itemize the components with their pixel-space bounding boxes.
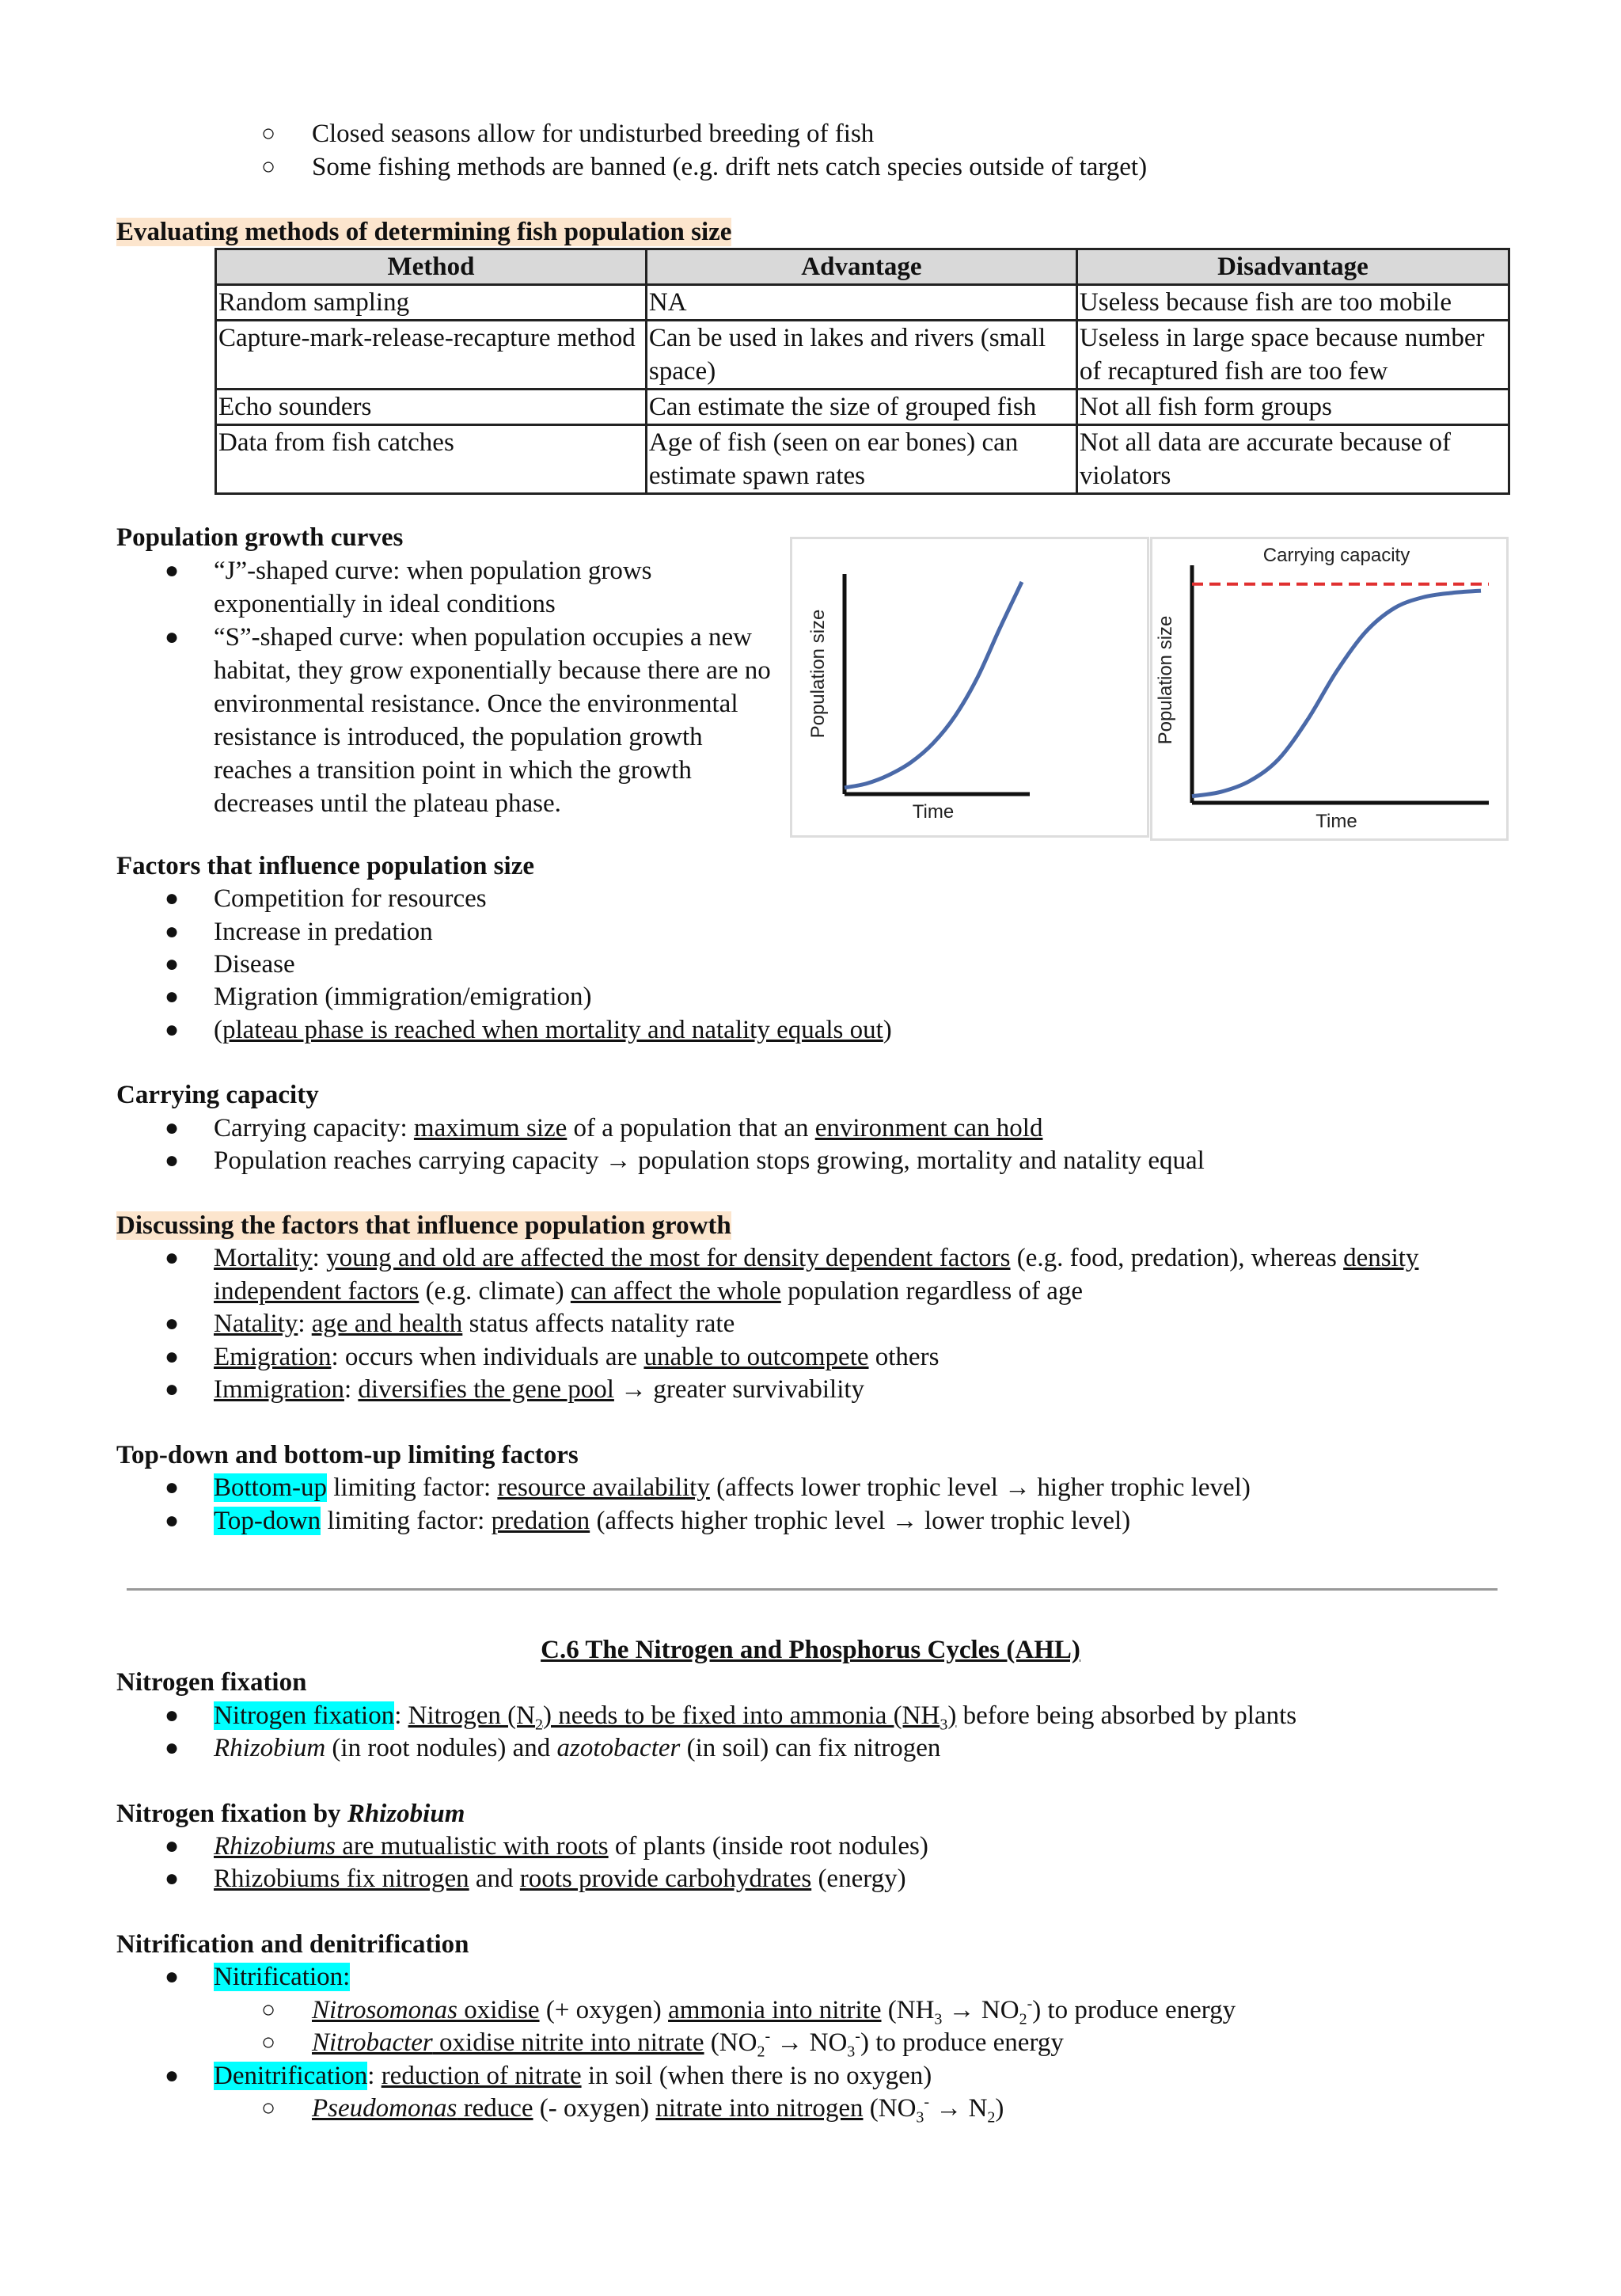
nitrobacter-line: Nitrobacter oxidise nitrite into nitrate $(NO_2^- \to NO_3^-)$ to produce energy	[312, 2028, 1064, 2061]
x-axis-label: Time	[912, 801, 955, 823]
bullet-icon: ●	[165, 557, 180, 584]
discussing-heading: Discussing the factors that influence population growth	[116, 1211, 731, 1240]
table-cell: Capture-mark-release-recapture method	[216, 321, 647, 390]
table-header-row	[216, 249, 1509, 285]
bullet-icon: ●	[165, 1017, 180, 1043]
growth-bullet-2: “S”-shaped curve: when population occupies a new habitat, they grow exponentially because there are no environmental resistance. Once the environmental resistance is introduced, the population growth reaches a transition point in which the growth decreases until the plateau phase.	[214, 623, 771, 818]
nitrification-label: Nitrification:	[214, 1963, 351, 1991]
factor-item: Migration (immigration/emigration)	[214, 983, 592, 1011]
limiting-heading: Top-down and bottom-up limiting factors	[116, 1441, 579, 1469]
bullet-icon: ●	[165, 2062, 180, 2089]
table-cell: Can be used in lakes and rivers (small space)	[646, 321, 1076, 390]
factors-heading: Factors that influence population size	[116, 852, 534, 880]
table-row	[216, 390, 1509, 425]
y-axis-label: Population size	[1155, 615, 1176, 745]
nfix-bullet-2: Rhizobium (in root nodules) and azotobacter (in soil) can fix nitrogen	[214, 1734, 941, 1762]
carrying-heading: Carrying capacity	[116, 1081, 319, 1109]
j-curve-chart	[790, 537, 1149, 838]
table-cell: Echo sounders	[216, 390, 647, 425]
bullet-icon: ●	[165, 918, 180, 945]
nitri-heading: Nitrification and denitrification	[116, 1930, 469, 1959]
fish-heading: Evaluating methods of determining fish population size	[116, 218, 732, 246]
column-header: Method	[216, 249, 647, 285]
carrying-bullet-1: Carrying capacity: maximum size of a population that an environment can hold	[214, 1114, 1043, 1142]
growth-curve	[1192, 591, 1481, 796]
nfix-heading: Nitrogen fixation	[116, 1668, 307, 1697]
bullet-icon: ●	[165, 1963, 180, 1990]
section-divider	[127, 1588, 1498, 1591]
growth-curve	[845, 582, 1022, 788]
factor-item-plateau: (plateau phase is reached when mortality and natality equals out)	[214, 1016, 892, 1044]
rhizo-heading: Nitrogen fixation by Rhizobium	[116, 1800, 465, 1828]
table-row	[216, 425, 1509, 494]
sub-bullet-icon: ○	[261, 120, 276, 146]
chart-title: Carrying capacity	[1262, 545, 1410, 566]
rhizo-bullet-2: Rhizobiums fix nitrogen and roots provide carbohydrates (energy)	[214, 1865, 906, 1893]
bullet-icon: ●	[165, 1702, 180, 1728]
nitrosomonas-line: Nitrosomonas oxidise (+ oxygen) ammonia into nitrite $(NH_3 \to NO_2^-)$ to produce energy	[312, 1995, 1236, 2028]
bullet-icon: ●	[165, 1344, 180, 1370]
y-axis-label: Population size	[807, 609, 829, 739]
mortality-line-1: Mortality: young and old are affected the most for density dependent factors (e.g. food, predation), whereas density	[214, 1244, 1419, 1272]
table-row	[216, 321, 1509, 390]
sub-bullet-icon: ○	[261, 154, 276, 180]
j-curve-svg	[792, 539, 1147, 835]
bullet-icon: ●	[165, 1507, 180, 1534]
s-curve-svg	[1152, 539, 1506, 838]
section-title: C.6 The Nitrogen and Phosphorus Cycles (AHL)	[541, 1636, 1080, 1664]
natality-line: Natality: age and health status affects natality rate	[214, 1310, 735, 1338]
bullet-icon: ●	[165, 1376, 180, 1402]
table-cell: NA	[646, 285, 1076, 321]
table-cell: Not all data are accurate because of violators	[1076, 425, 1509, 494]
bullet-icon: ●	[165, 1310, 180, 1336]
x-axis-label: Time	[1315, 811, 1357, 832]
bottom-up-line: Bottom-up limiting factor: resource availability (affects lower trophic level → higher trophic level)	[214, 1473, 1251, 1502]
table-cell: Can estimate the size of grouped fish	[646, 390, 1076, 425]
growth-bullet-1: “J”-shaped curve: when population grows exponentially in ideal conditions	[214, 557, 652, 618]
fish-methods-table	[214, 248, 1510, 495]
column-header: Disadvantage	[1076, 249, 1509, 285]
column-header: Advantage	[646, 249, 1076, 285]
factor-item: Competition for resources	[214, 884, 487, 913]
factor-item: Increase in predation	[214, 918, 433, 946]
immigration-line: Immigration: diversifies the gene pool → greater survivability	[214, 1375, 865, 1404]
bullet-icon: ●	[165, 1735, 180, 1761]
carrying-bullet-2: Population reaches carrying capacity → population stops growing, mortality and natality equal	[214, 1146, 1205, 1175]
table-row	[216, 285, 1509, 321]
s-curve-chart	[1150, 537, 1509, 841]
bullet-icon: ●	[165, 1474, 180, 1500]
bullet-icon: ●	[165, 1245, 180, 1271]
bullet-icon: ●	[165, 624, 180, 650]
table-cell: Age of fish (seen on ear bones) can estimate spawn rates	[646, 425, 1076, 494]
bullet-icon: ●	[165, 1115, 180, 1141]
bullet-icon: ●	[165, 885, 180, 911]
table-cell: Useless because fish are too mobile	[1076, 285, 1509, 321]
sub-bullet-icon: ○	[261, 2029, 276, 2055]
mortality-line-2: independent factors (e.g. climate) can affect the whole population regardless of age	[214, 1277, 1084, 1306]
pseudomonas-line: Pseudomonas reduce (- oxygen) nitrate into nitrogen $(NO_3^- \to N_2)$	[312, 2093, 1004, 2127]
bullet-icon: ●	[165, 983, 180, 1009]
bullet-icon: ●	[165, 1147, 180, 1173]
bullet-icon: ●	[165, 1833, 180, 1859]
growth-heading: Population growth curves	[116, 523, 404, 552]
table-cell: Data from fish catches	[216, 425, 647, 494]
table-cell: Useless in large space because number of recaptured fish are too few	[1076, 321, 1509, 390]
top-item-1: Closed seasons allow for undisturbed breeding of fish	[312, 120, 875, 148]
emigration-line: Emigration: occurs when individuals are unable to outcompete others	[214, 1343, 940, 1371]
denitrification-line: Denitrification: reduction of nitrate in soil (when there is no oxygen)	[214, 2062, 932, 2090]
rhizo-bullet-1: Rhizobiums are mutualistic with roots of plants (inside root nodules)	[214, 1832, 928, 1861]
nfix-bullet-1: Nitrogen fixation: Nitrogen $(N_2)$ needs to be fixed into ammonia $(NH_3)$ before being absorbed by plants	[214, 1701, 1297, 1734]
bullet-icon: ●	[165, 1865, 180, 1891]
sub-bullet-icon: ○	[261, 2095, 276, 2121]
table-cell: Not all fish form groups	[1076, 390, 1509, 425]
top-down-line: Top-down limiting factor: predation (affects higher trophic level → lower trophic level)	[214, 1507, 1131, 1535]
factor-item: Disease	[214, 950, 295, 979]
bullet-icon: ●	[165, 951, 180, 977]
table-cell: Random sampling	[216, 285, 647, 321]
top-item-2: Some fishing methods are banned (e.g. drift nets catch species outside of target)	[312, 153, 1148, 181]
sub-bullet-icon: ○	[261, 1997, 276, 2023]
